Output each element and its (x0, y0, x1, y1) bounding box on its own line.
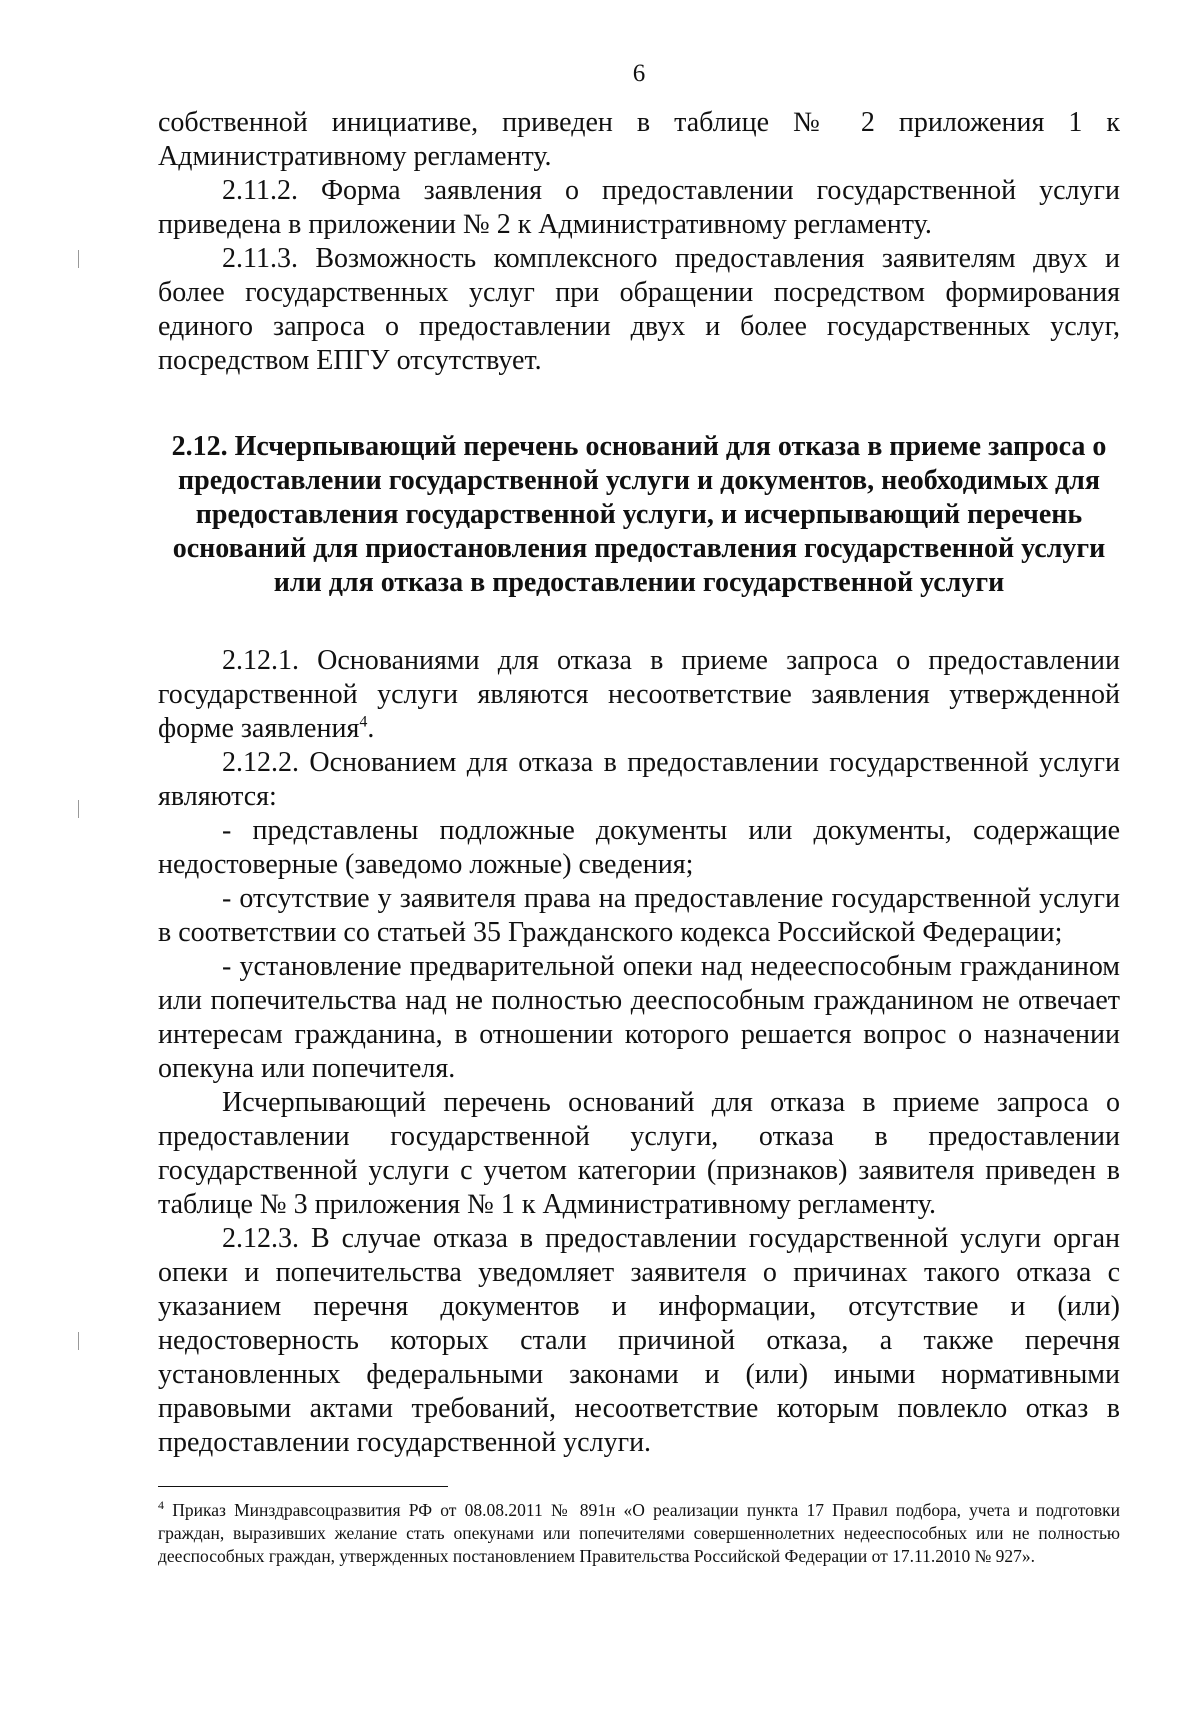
scan-mark (78, 1332, 79, 1350)
scan-mark (78, 800, 79, 818)
page-number: 6 (632, 60, 646, 87)
paragraph-2-12-3: 2.12.3. В случае отказа в предоставлении государственной услуги орган опеки и попечительства уведомляет заявителя о причинах такого отказа с указанием перечня документов и информации, отсутствие и (или) недостоверность которых стали причиной отказа, а также перечня установленных федеральными законами и (или) иными нормативными правовыми актами требований, несоответствие которым повлекло отказ в предоставлении государственной услуги. (158, 1223, 1120, 1458)
list-item: - установление предварительной опеки над недееспособным гражданином или попечительства над не полностью дееспособным гражданином не отвечает интересам гражданина, в отношении которого решается вопрос о назначении опекуна или попечителя. (158, 951, 1120, 1084)
list-item: - представлены подложные документы или документы, содержащие недостоверные (заведомо ложные) сведения; (158, 815, 1120, 880)
paragraph-2-12-1 (158, 644, 1120, 746)
footnote-divider (158, 1486, 448, 1487)
list-item: - отсутствие у заявителя права на предоставление государственной услуги в соответствии со статьей 35 Гражданского кодекса Российской Федерации; (158, 883, 1120, 948)
footnote-mark: 4 (158, 1498, 164, 1513)
document-page (158, 60, 1120, 1568)
paragraph-2-12-1-end: . (367, 713, 375, 744)
paragraph-2-11-3: 2.11.3. Возможность комплексного предоставления заявителям двух и более государственных услуг при обращении посредством формирования единого запроса о предоставлении двух и более государственных услуг, посредством ЕПГУ отсутствует. (158, 243, 1120, 376)
footnote-reference: 4 (359, 713, 368, 731)
paragraph-2-12-2: 2.12.2. Основанием для отказа в предоставлении государственной услуги являются: (158, 747, 1120, 812)
footnote (158, 1499, 1120, 1568)
paragraph-2-11-2: 2.11.2. Форма заявления о предоставлении государственной услуги приведена в приложении № 2 к Административному регламенту. (158, 175, 1120, 240)
paragraph-2-12-1-text: 2.12.1. Основаниями для отказа в приеме запроса о предоставлении государственной услуги являются несоответствие заявления утвержденной форме заявления (158, 645, 1120, 744)
paragraph-exhaustive-list: Исчерпывающий перечень оснований для отказа в приеме запроса о предоставлении государственной услуги, отказа в предоставлении государственной услуги с учетом категории (признаков) заявителя приведен в таблице № 3 приложения № 1 к Административному регламенту. (158, 1087, 1120, 1220)
scan-mark (78, 250, 79, 268)
footnote-text: Приказ Минздравсоцразвития РФ от 08.08.2011 № 891н «О реализации пункта 17 Правил подбора, учета и подготовки граждан, выразивших желание стать опекунами или попечителями совершеннолетних недееспособных или не полностью дееспособных граждан, утвержденных постановлением Правительства Российской Федерации от 17.11.2010 № 927». (158, 1500, 1120, 1566)
section-heading-2-12: 2.12. Исчерпывающий перечень оснований для отказа в приеме запроса о предоставлении государственной услуги и документов, необходимых для предоставления государственной услуги, и исчерпывающий перечень оснований для приостановления предоставления государственной услуги или для отказа в предоставлении государственной услуги (171, 431, 1107, 598)
paragraph-continuation: собственной инициативе, приведен в таблице № 2 приложения 1 к Административному регламенту. (158, 107, 1120, 172)
